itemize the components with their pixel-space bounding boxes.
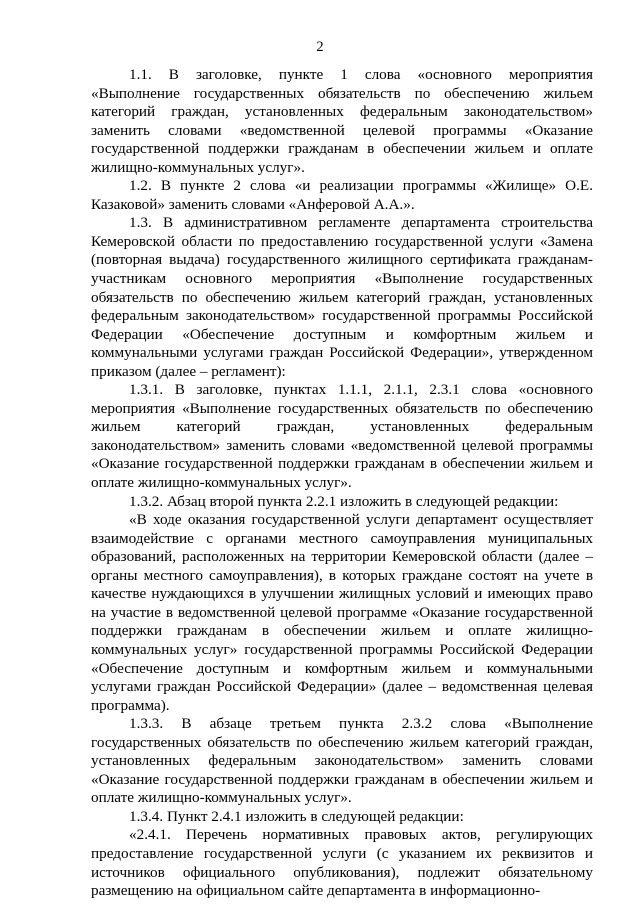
paragraph-1-2: 1.2. В пункте 2 слова «и реализации программы «Жилище» О.Е. Казаковой» заменить словами «Анферовой А.А.». <box>91 177 593 213</box>
paragraph-quote-2-2-1: «В ходе оказания государственной услуги департамент осуществляет взаимодействие с органами местного самоуправления муниципальных образований, расположенных на территории Кемеровской области (далее – органы местного самоуправления), в которых граждане состоят на учете в качестве нуждающихся в улучшении жилищных условий и имеющих право на участие в ведомственной целевой программе «Оказание государственной поддержки гражданам в обеспечении жильем и оплате жилищно-коммунальных услуг» государственной программы Российской Федерации «Обеспечение доступным и комфортным жильем и коммунальными услугами граждан Российской Федерации» (далее – ведомственная целевая программа). <box>91 511 593 714</box>
document-body <box>91 66 593 901</box>
paragraph-1-3-1: 1.3.1. В заголовке, пунктах 1.1.1, 2.1.1, 2.3.1 слова «основного мероприятия «Выполнение государственных обязательств по обеспечению жильем категорий граждан, установленных федеральным законодательством» заменить словами «ведомственной целевой программы «Оказание государственной поддержки гражданам в обеспечении жильем и оплате жилищно-коммунальных услуг». <box>91 381 593 492</box>
paragraph-1-3: 1.3. В административном регламенте департамента строительства Кемеровской области по предоставлению государственной услуги «Замена (повторная выдача) государственного жилищного сертификата гражданам-участникам основного мероприятия «Выполнение государственных обязательств по обеспечению жильем категорий граждан, установленных федеральным законодательством» государственной программы Российской Федерации «Обеспечение доступным и комфортным жильем и коммунальными услугами граждан Российской Федерации», утвержденном приказом (далее – регламент): <box>91 214 593 380</box>
paragraph-1-3-4: 1.3.4. Пункт 2.4.1 изложить в следующей редакции: <box>129 807 464 825</box>
paragraph-1-3-3: 1.3.3. В абзаце третьем пункта 2.3.2 слова «Выполнение государственных обязательств по обеспечению жильем категорий граждан, установленных федеральным законодательством» заменить словами «Оказание государственной поддержки гражданам в обеспечении жильем и оплате жилищно-коммунальных услуг». <box>91 715 593 807</box>
page-number: 2 <box>316 39 324 55</box>
paragraph-1-3-2: 1.3.2. Абзац второй пункта 2.2.1 изложить в следующей редакции: <box>129 492 559 510</box>
paragraph-quote-2-4-1: «2.4.1. Перечень нормативных правовых актов, регулирующих предоставление государственной услуги (с указанием их реквизитов и источников официального опубликования), подлежит обязательному размещению на официальном сайте департамента в информационно- <box>91 826 593 900</box>
paragraph-1-1: 1.1. В заголовке, пункте 1 слова «основного мероприятия «Выполнение государственных обязательств по обеспечению жильем категорий граждан, установленных федеральным законодательством» заменить словами «ведомственной целевой программы «Оказание государственной поддержки гражданам в обеспечении жильем и оплате жилищно-коммунальных услуг». <box>91 66 593 176</box>
